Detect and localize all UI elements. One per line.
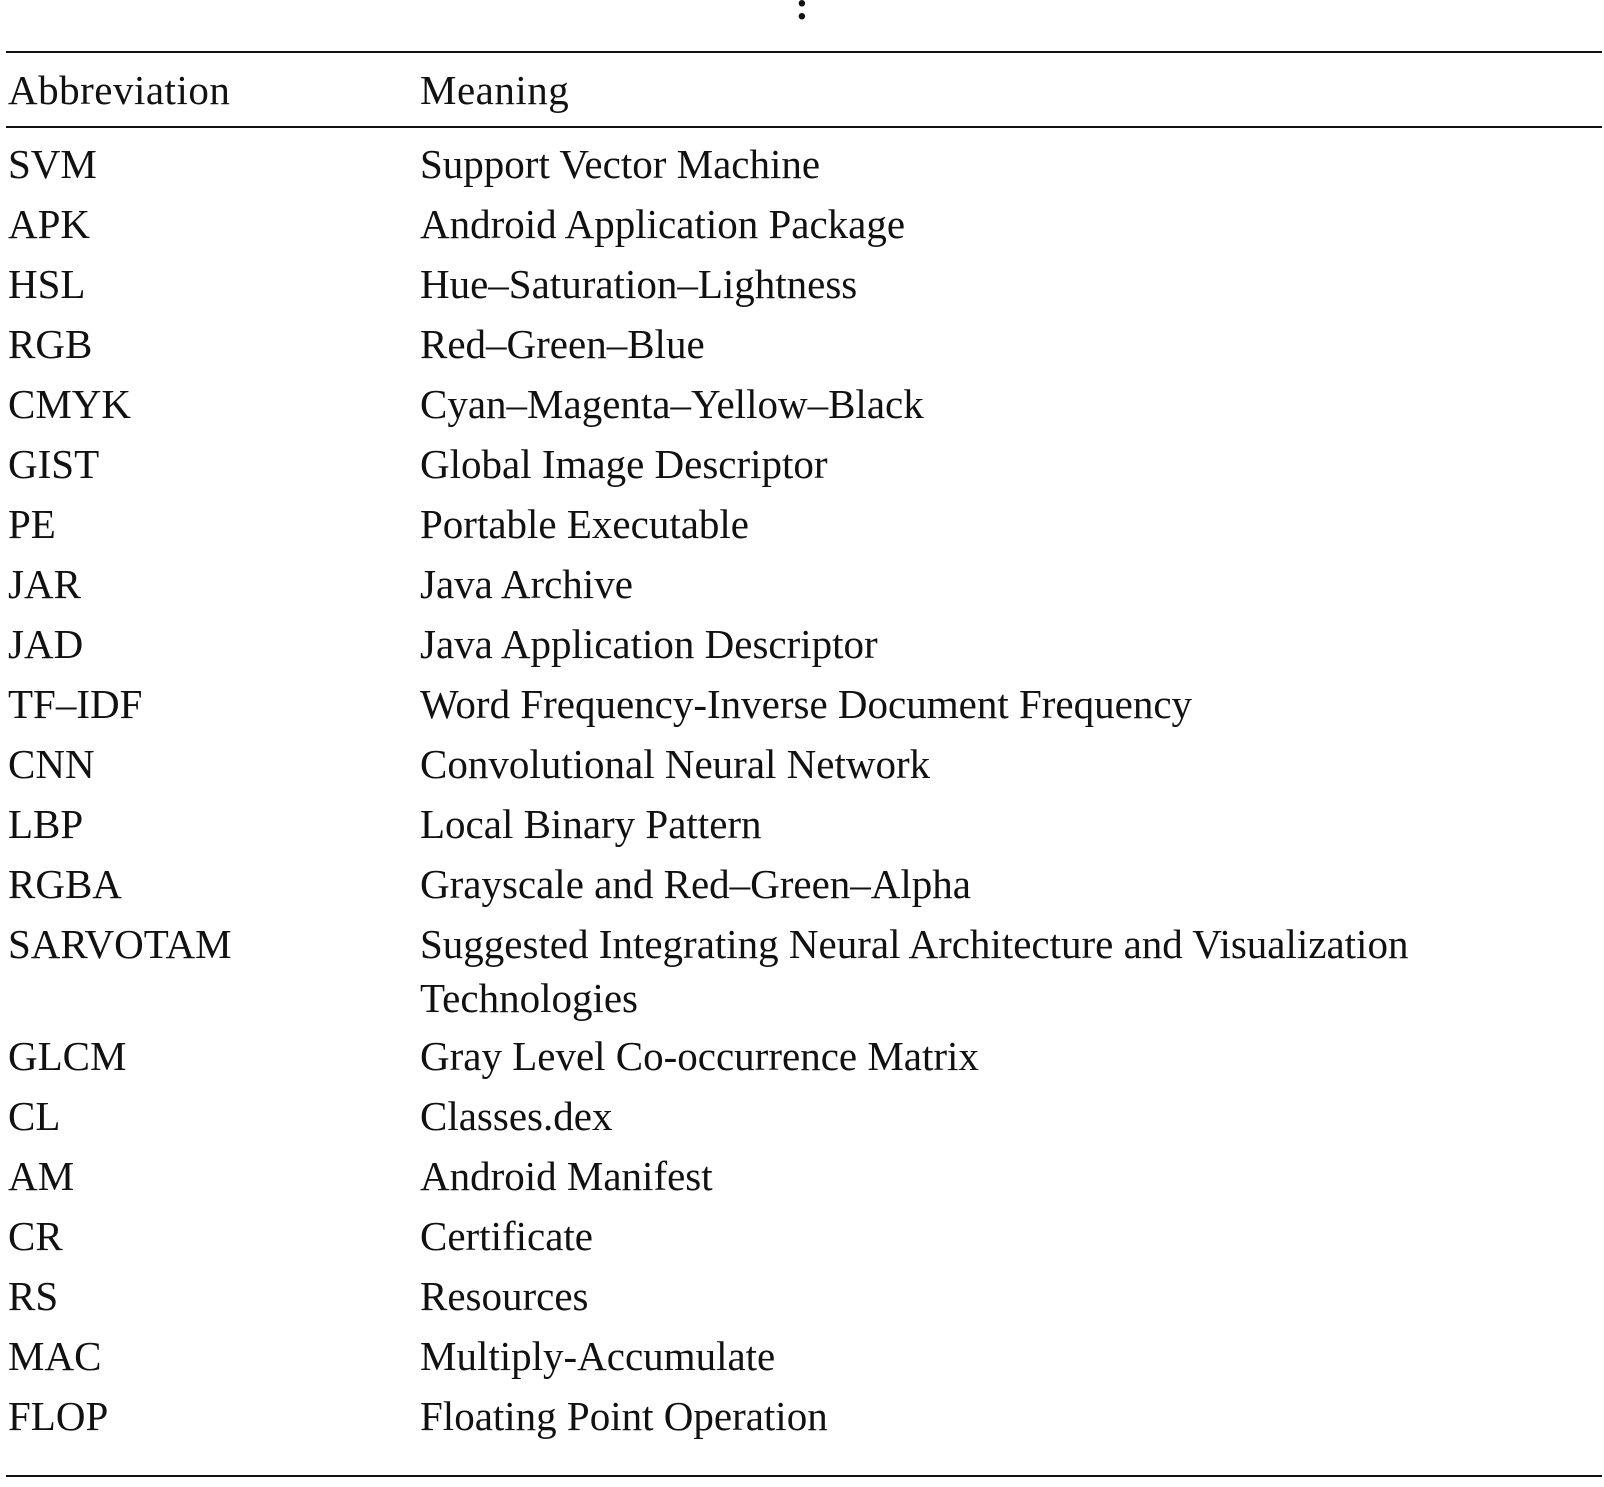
abbreviation-cell: CL — [8, 1093, 61, 1139]
bottom-rule — [6, 1475, 1602, 1477]
abbreviation-cell: JAR — [8, 561, 81, 607]
abbreviation-cell: RGB — [8, 321, 93, 367]
abbreviation-cell: CMYK — [8, 381, 132, 427]
meaning-cell: Resources — [420, 1273, 589, 1319]
abbreviation-cell: CNN — [8, 741, 95, 787]
meaning-cell: Cyan–Magenta–Yellow–Black — [420, 381, 924, 427]
meaning-cell: Certificate — [420, 1213, 594, 1259]
top-rule — [6, 51, 1602, 53]
abbreviation-cell: AM — [8, 1153, 75, 1199]
meaning-cell: Android Manifest — [420, 1153, 713, 1199]
abbreviation-cell: GIST — [8, 441, 100, 487]
meaning-cell: Java Application Descriptor — [420, 621, 878, 667]
meaning-cell: Grayscale and Red–Green–Alpha — [420, 861, 971, 907]
abbreviation-cell: MAC — [8, 1333, 102, 1379]
abbreviation-cell: TF–IDF — [8, 681, 143, 727]
meaning-cell: Suggested Integrating Neural Architecture and Visualization Technologies — [420, 921, 1409, 1021]
meaning-cell: Classes.dex — [420, 1093, 613, 1139]
abbreviation-cell: GLCM — [8, 1033, 127, 1079]
meaning-cell: Floating Point Operation — [420, 1393, 828, 1439]
header-abbreviation: Abbreviation — [8, 67, 231, 113]
meaning-cell: Global Image Descriptor — [420, 441, 828, 487]
abbreviation-cell: SVM — [8, 141, 97, 187]
abbreviation-cell: FLOP — [8, 1393, 109, 1439]
meaning-cell: Convolutional Neural Network — [420, 741, 931, 787]
abbreviation-cell: PE — [8, 501, 56, 547]
meaning-cell: Java Archive — [420, 561, 633, 607]
abbreviation-cell: RGBA — [8, 861, 122, 907]
meaning-cell: Multiply-Accumulate — [420, 1333, 776, 1379]
meaning-cell: Android Application Package — [420, 201, 906, 247]
meaning-cell: Gray Level Co-occurrence Matrix — [420, 1033, 979, 1079]
header-meaning: Meaning — [420, 67, 570, 113]
meaning-cell: Support Vector Machine — [420, 141, 821, 187]
abbreviation-cell: JAD — [8, 621, 84, 667]
table-caption: : — [795, 0, 809, 28]
abbreviation-cell: HSL — [8, 261, 86, 307]
abbreviation-cell: SARVOTAM — [8, 921, 232, 967]
abbreviation-cell: CR — [8, 1213, 63, 1259]
abbreviation-cell: APK — [8, 201, 91, 247]
abbreviation-cell: LBP — [8, 801, 84, 847]
meaning-cell: Red–Green–Blue — [420, 321, 705, 367]
meaning-cell: Word Frequency-Inverse Document Frequency — [420, 681, 1193, 727]
meaning-cell: Local Binary Pattern — [420, 801, 762, 847]
header-rule — [6, 126, 1602, 128]
meaning-cell: Portable Executable — [420, 501, 750, 547]
abbreviation-cell: RS — [8, 1273, 59, 1319]
meaning-cell: Hue–Saturation–Lightness — [420, 261, 858, 307]
